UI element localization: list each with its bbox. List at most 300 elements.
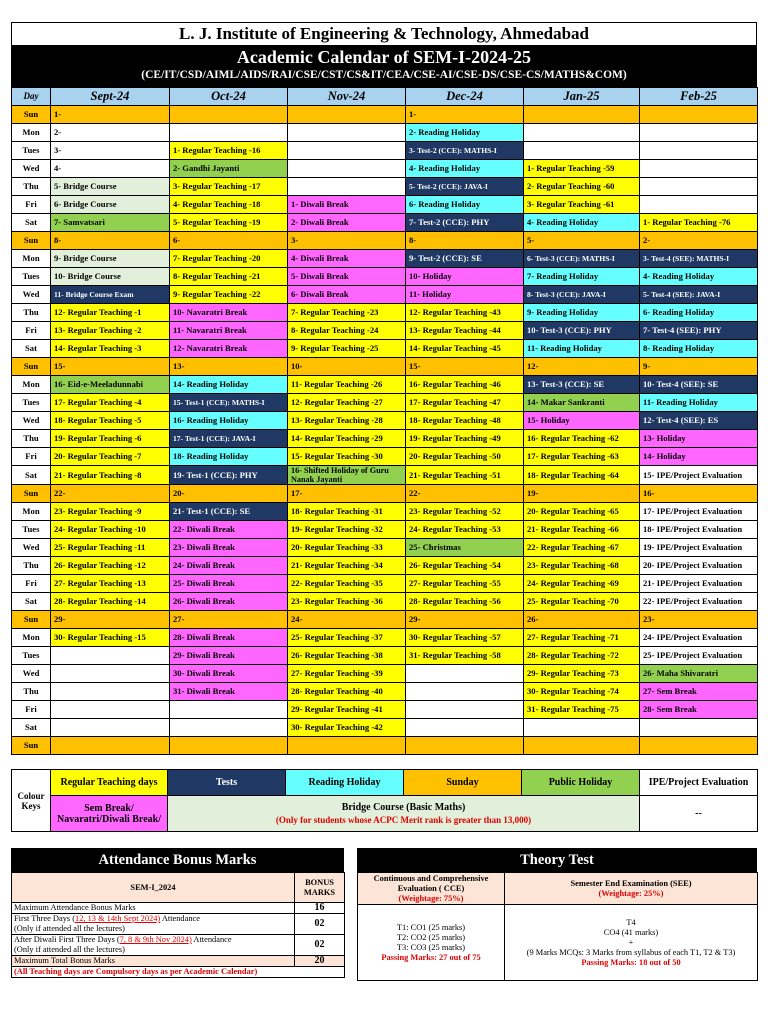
calendar-cell xyxy=(406,665,524,683)
calendar-cell: 23- Regular Teaching -52 xyxy=(406,503,524,521)
calendar-cell: 28- Regular Teaching -56 xyxy=(406,593,524,611)
calendar-cell: 18- Regular Teaching -48 xyxy=(406,412,524,430)
calendar-cell: 9- xyxy=(640,358,758,376)
calendar-cell xyxy=(524,106,640,124)
cce-header xyxy=(358,873,505,905)
calendar-cell xyxy=(406,701,524,719)
weekday-cell: Sat xyxy=(12,719,51,737)
calendar-cell: 1- Regular Teaching -59 xyxy=(524,160,640,178)
weekday-cell: Fri xyxy=(12,322,51,340)
calendar-cell: 20- Regular Teaching -33 xyxy=(288,539,406,557)
calendar-cell xyxy=(406,719,524,737)
key-ipe: IPE/Project Evaluation xyxy=(640,770,758,796)
calendar-cell xyxy=(170,106,288,124)
calendar-cell: 18- Regular Teaching -31 xyxy=(288,503,406,521)
cce-title: Continuous and Comprehensive Evaluation ( CCE) xyxy=(373,873,489,893)
calendar-cell: 18- Reading Holiday xyxy=(170,448,288,466)
calendar-cell: 21- Test-1 (CCE): SE xyxy=(170,503,288,521)
calendar-cell: 16- Shifted Holiday of Guru Nanak Jayanti xyxy=(288,466,406,485)
theory-test-section xyxy=(357,848,757,981)
calendar-row xyxy=(12,358,758,376)
day-header: Day xyxy=(12,88,51,106)
see-details xyxy=(505,905,758,981)
calendar-cell: 20- Regular Teaching -65 xyxy=(524,503,640,521)
weekday-cell: Mon xyxy=(12,250,51,268)
calendar-cell xyxy=(640,142,758,160)
calendar-cell: 25- Christmas xyxy=(406,539,524,557)
calendar-row xyxy=(12,521,758,539)
calendar-cell: 17- IPE/Project Evaluation xyxy=(640,503,758,521)
calendar-cell: 28- Regular Teaching -72 xyxy=(524,647,640,665)
weekday-cell: Tues xyxy=(12,394,51,412)
calendar-cell xyxy=(51,719,170,737)
weekday-cell: Sat xyxy=(12,593,51,611)
weekday-cell: Sun xyxy=(12,485,51,503)
calendar-row xyxy=(12,430,758,448)
cce-details xyxy=(358,905,505,981)
calendar-cell: 30- Regular Teaching -15 xyxy=(51,629,170,647)
calendar-cell: 31- Diwali Break xyxy=(170,683,288,701)
calendar-cell: 22- IPE/Project Evaluation xyxy=(640,593,758,611)
calendar-cell: 13- Regular Teaching -44 xyxy=(406,322,524,340)
weekday-cell: Wed xyxy=(12,539,51,557)
calendar-cell: 8- xyxy=(51,232,170,250)
calendar-row xyxy=(12,160,758,178)
weekday-cell: Sat xyxy=(12,214,51,232)
weekday-cell: Tues xyxy=(12,647,51,665)
weekday-cell: Mon xyxy=(12,376,51,394)
see-t4: T4 xyxy=(626,917,636,927)
attendance-row-max-label: Maximum Attendance Bonus Marks xyxy=(12,903,295,914)
calendar-cell: 8- Regular Teaching -21 xyxy=(170,268,288,286)
calendar-cell xyxy=(288,142,406,160)
calendar-cell xyxy=(51,647,170,665)
colour-keys xyxy=(11,769,757,832)
calendar-cell: 8- Reading Holiday xyxy=(640,340,758,358)
calendar-row xyxy=(12,647,758,665)
calendar-cell xyxy=(640,124,758,142)
see-weightage: (Weightage: 25%) xyxy=(598,888,664,898)
calendar-cell: 7- Regular Teaching -23 xyxy=(288,304,406,322)
calendar-row xyxy=(12,250,758,268)
calendar-cell: 19- Regular Teaching -32 xyxy=(288,521,406,539)
calendar-cell xyxy=(51,701,170,719)
branch-list: (CE/IT/CSD/AIML/AIDS/RAI/CSE/CST/CS&IT/CEA/CSE-AI/CSE-DS/CSE-CS/MATHS&COM) xyxy=(141,69,627,81)
calendar-cell: 28- Regular Teaching -14 xyxy=(51,593,170,611)
calendar-cell: 13- xyxy=(170,358,288,376)
calendar-cell: 4- Reading Holiday xyxy=(406,160,524,178)
weekday-cell: Mon xyxy=(12,124,51,142)
key-sunday: Sunday xyxy=(404,770,522,796)
attendance-row-after-value: 02 xyxy=(295,935,345,956)
weekday-cell: Wed xyxy=(12,412,51,430)
calendar-cell: 11- Bridge Course Exam xyxy=(51,286,170,304)
calendar-cell: 2- xyxy=(640,232,758,250)
calendar-cell xyxy=(640,196,758,214)
calendar-cell: 12- Regular Teaching -27 xyxy=(288,394,406,412)
cce-t1: T1: CO1 (25 marks) xyxy=(396,922,466,932)
calendar-cell: 26- Diwali Break xyxy=(170,593,288,611)
calendar-cell xyxy=(170,737,288,755)
calendar-row xyxy=(12,611,758,629)
calendar-cell: 29- xyxy=(51,611,170,629)
calendar-cell: 17- Regular Teaching -47 xyxy=(406,394,524,412)
calendar-cell: 13- Test-3 (CCE): SE xyxy=(524,376,640,394)
calendar-cell: 8- Test-3 (CCE): JAVA-I xyxy=(524,286,640,304)
calendar-cell: 20- Regular Teaching -7 xyxy=(51,448,170,466)
calendar-cell: 22- Regular Teaching -67 xyxy=(524,539,640,557)
theory-table xyxy=(357,872,758,981)
calendar-row xyxy=(12,629,758,647)
calendar-cell xyxy=(524,737,640,755)
calendar-cell: 19- xyxy=(524,485,640,503)
calendar-cell: 19- Test-1 (CCE): PHY xyxy=(170,466,288,485)
weekday-cell: Sun xyxy=(12,358,51,376)
calendar-cell: 12- Regular Teaching -1 xyxy=(51,304,170,322)
calendar-cell: 28- Sem Break xyxy=(640,701,758,719)
calendar-cell: 24- IPE/Project Evaluation xyxy=(640,629,758,647)
calendar-cell xyxy=(170,701,288,719)
calendar-cell: 17- xyxy=(288,485,406,503)
calendar-cell: 12- Regular Teaching -43 xyxy=(406,304,524,322)
month-header: Feb-25 xyxy=(640,88,758,106)
calendar-cell: 26- xyxy=(524,611,640,629)
calendar-cell: 7- Test-4 (SEE): PHY xyxy=(640,322,758,340)
calendar-cell xyxy=(288,178,406,196)
calendar-cell: 21- IPE/Project Evaluation xyxy=(640,575,758,593)
calendar-cell: 9- Test-2 (CCE): SE xyxy=(406,250,524,268)
calendar-cell: 11- Reading Holiday xyxy=(524,340,640,358)
calendar-cell: 23- Regular Teaching -36 xyxy=(288,593,406,611)
calendar-table xyxy=(11,87,758,755)
weekday-cell: Wed xyxy=(12,286,51,304)
calendar-header-row xyxy=(12,88,758,106)
calendar-cell xyxy=(524,142,640,160)
calendar-cell: 20- xyxy=(170,485,288,503)
calendar-cell xyxy=(640,178,758,196)
calendar-cell xyxy=(640,160,758,178)
calendar-cell xyxy=(406,737,524,755)
calendar-cell xyxy=(406,683,524,701)
calendar-cell: 19- Regular Teaching -6 xyxy=(51,430,170,448)
cce-t2: T2: CO2 (25 marks) xyxy=(396,932,466,942)
calendar-cell: 12- Navaratri Break xyxy=(170,340,288,358)
calendar-cell: 10- Bridge Course xyxy=(51,268,170,286)
calendar-cell: 17- Test-1 (CCE): JAVA-I xyxy=(170,430,288,448)
calendar-cell: 16- Regular Teaching -46 xyxy=(406,376,524,394)
month-header: Dec-24 xyxy=(406,88,524,106)
month-header: Jan-25 xyxy=(524,88,640,106)
calendar-cell: 16- Reading Holiday xyxy=(170,412,288,430)
calendar-cell: 5- Test-2 (CCE): JAVA-I xyxy=(406,178,524,196)
calendar-row xyxy=(12,539,758,557)
calendar-cell: 2- xyxy=(51,124,170,142)
attendance-row-first-value: 02 xyxy=(295,914,345,935)
calendar-cell: 3- xyxy=(288,232,406,250)
calendar-cell: 27- Sem Break xyxy=(640,683,758,701)
calendar-cell: 5- xyxy=(524,232,640,250)
calendar-cell: 29- Diwali Break xyxy=(170,647,288,665)
calendar-row xyxy=(12,286,758,304)
institute-title: L. J. Institute of Engineering & Technology, Ahmedabad xyxy=(11,22,757,46)
calendar-cell: 22- Diwali Break xyxy=(170,521,288,539)
calendar-cell: 15- xyxy=(51,358,170,376)
calendar-cell: 17- Regular Teaching -4 xyxy=(51,394,170,412)
calendar-cell xyxy=(288,160,406,178)
after-diwali-dates: 7, 8 & 9th Nov 2024) xyxy=(119,935,192,944)
calendar-cell: 12- Test-4 (SEE): ES xyxy=(640,412,758,430)
calendar-cell: 11- Navaratri Break xyxy=(170,322,288,340)
calendar-cell: 10- Test-4 (SEE): SE xyxy=(640,376,758,394)
calendar-cell: 13- Regular Teaching -2 xyxy=(51,322,170,340)
weekday-cell: Sat xyxy=(12,340,51,358)
calendar-cell: 10- Test-3 (CCE): PHY xyxy=(524,322,640,340)
calendar-row xyxy=(12,268,758,286)
calendar-cell: 14- Regular Teaching -29 xyxy=(288,430,406,448)
calendar-cell: 6- Reading Holiday xyxy=(640,304,758,322)
calendar-cell: 7- Test-2 (CCE): PHY xyxy=(406,214,524,232)
calendar-cell: 24- Diwali Break xyxy=(170,557,288,575)
calendar-cell: 16- Regular Teaching -62 xyxy=(524,430,640,448)
calendar-cell: 30- Diwali Break xyxy=(170,665,288,683)
calendar-cell: 3- Regular Teaching -17 xyxy=(170,178,288,196)
calendar-cell: 15- Holiday xyxy=(524,412,640,430)
calendar-cell xyxy=(170,719,288,737)
see-co4: CO4 (41 marks) xyxy=(603,927,659,937)
calendar-cell: 29- Regular Teaching -73 xyxy=(524,665,640,683)
calendar-cell: 17- Regular Teaching -63 xyxy=(524,448,640,466)
calendar-cell: 9- Regular Teaching -25 xyxy=(288,340,406,358)
calendar-row xyxy=(12,340,758,358)
calendar-cell: 14- Reading Holiday xyxy=(170,376,288,394)
calendar-cell: 23- xyxy=(640,611,758,629)
attendance-bonus-section xyxy=(11,848,344,978)
calendar-row xyxy=(12,503,758,521)
calendar-row xyxy=(12,557,758,575)
calendar-cell: 27- Regular Teaching -55 xyxy=(406,575,524,593)
calendar-cell: 22- Regular Teaching -35 xyxy=(288,575,406,593)
calendar-cell: 27- xyxy=(170,611,288,629)
see-mcq: (9 Marks MCQs: 3 Marks from syllabus of each T1, T2 & T3) xyxy=(526,947,736,957)
attendance-row-total-label: Maximum Total Bonus Marks xyxy=(12,956,295,967)
calendar-cell: 2- Reading Holiday xyxy=(406,124,524,142)
calendar-cell: 24- Regular Teaching -10 xyxy=(51,521,170,539)
calendar-cell: 15- IPE/Project Evaluation xyxy=(640,466,758,485)
calendar-cell: 3- Test-2 (CCE): MATHS-I xyxy=(406,142,524,160)
calendar-cell: 8- xyxy=(406,232,524,250)
calendar-cell: 14- Regular Teaching -45 xyxy=(406,340,524,358)
calendar-cell: 14- Makar Sankranti xyxy=(524,394,640,412)
after-diwali-suffix: Attendance xyxy=(191,935,232,944)
key-reading-holiday: Reading Holiday xyxy=(286,770,404,796)
calendar-cell: 10- Navaratri Break xyxy=(170,304,288,322)
first-days-dates: 12, 13 & 14th Sept 2024) xyxy=(75,914,161,923)
calendar-cell: 12- xyxy=(524,358,640,376)
calendar-cell: 4- xyxy=(51,160,170,178)
weekday-cell: Tues xyxy=(12,268,51,286)
calendar-cell: 6- Diwali Break xyxy=(288,286,406,304)
calendar-cell: 9- Reading Holiday xyxy=(524,304,640,322)
weekday-cell: Tues xyxy=(12,521,51,539)
calendar-cell: 1- xyxy=(406,106,524,124)
calendar-cell: 10- Holiday xyxy=(406,268,524,286)
calendar-cell: 16- Eid-e-Meeladunnabi xyxy=(51,376,170,394)
calendar-cell: 21- Regular Teaching -51 xyxy=(406,466,524,485)
month-header: Nov-24 xyxy=(288,88,406,106)
calendar-cell: 13- Regular Teaching -28 xyxy=(288,412,406,430)
calendar-row xyxy=(12,376,758,394)
calendar-cell: 20- IPE/Project Evaluation xyxy=(640,557,758,575)
calendar-cell: 22- xyxy=(406,485,524,503)
calendar-cell xyxy=(640,719,758,737)
calendar-row xyxy=(12,178,758,196)
calendar-cell: 30- Regular Teaching -57 xyxy=(406,629,524,647)
calendar-row xyxy=(12,683,758,701)
calendar-cell: 4- Regular Teaching -18 xyxy=(170,196,288,214)
first-days-suffix: Attendance xyxy=(160,914,200,923)
weekday-cell: Thu xyxy=(12,178,51,196)
calendar-row xyxy=(12,142,758,160)
calendar-wrapper xyxy=(11,22,757,755)
calendar-cell xyxy=(524,719,640,737)
attendance-col-bonus: BONUS MARKS xyxy=(295,873,345,903)
weekday-cell: Fri xyxy=(12,575,51,593)
calendar-cell: 6- xyxy=(170,232,288,250)
calendar-cell: 8- Regular Teaching -24 xyxy=(288,322,406,340)
weekday-cell: Thu xyxy=(12,557,51,575)
colour-keys-label: Colour Keys xyxy=(12,770,51,832)
key-public-holiday: Public Holiday xyxy=(522,770,640,796)
calendar-cell: 31- Regular Teaching -75 xyxy=(524,701,640,719)
calendar-cell: 18- IPE/Project Evaluation xyxy=(640,521,758,539)
calendar-cell: 26- Regular Teaching -38 xyxy=(288,647,406,665)
calendar-cell: 26- Regular Teaching -54 xyxy=(406,557,524,575)
calendar-row xyxy=(12,232,758,250)
calendar-cell: 25- IPE/Project Evaluation xyxy=(640,647,758,665)
calendar-cell: 29- xyxy=(406,611,524,629)
calendar-cell xyxy=(288,106,406,124)
weekday-cell: Mon xyxy=(12,629,51,647)
calendar-cell: 23- Diwali Break xyxy=(170,539,288,557)
calendar-cell: 15- Regular Teaching -30 xyxy=(288,448,406,466)
calendar-cell: 28- Regular Teaching -40 xyxy=(288,683,406,701)
weekday-cell: Sun xyxy=(12,232,51,250)
calendar-cell: 25- Regular Teaching -37 xyxy=(288,629,406,647)
attendance-row-first-days xyxy=(12,914,295,935)
calendar-cell: 7- Samvatsari xyxy=(51,214,170,232)
calendar-cell: 1- Diwali Break xyxy=(288,196,406,214)
attendance-row-after-diwali xyxy=(12,935,295,956)
calendar-cell: 27- Regular Teaching -13 xyxy=(51,575,170,593)
calendar-cell: 6- Bridge Course xyxy=(51,196,170,214)
calendar-cell: 4- Reading Holiday xyxy=(640,268,758,286)
calendar-cell: 3- Regular Teaching -61 xyxy=(524,196,640,214)
calendar-cell xyxy=(524,124,640,142)
weekday-cell: Wed xyxy=(12,160,51,178)
calendar-cell: 9- Bridge Course xyxy=(51,250,170,268)
calendar-cell: 27- Regular Teaching -71 xyxy=(524,629,640,647)
attendance-row-total-value: 20 xyxy=(295,956,345,967)
calendar-title-bar xyxy=(11,46,757,87)
weekday-cell: Fri xyxy=(12,701,51,719)
calendar-cell: 24- Regular Teaching -69 xyxy=(524,575,640,593)
calendar-cell: 15- Test-1 (CCE): MATHS-I xyxy=(170,394,288,412)
calendar-cell: 11- Holiday xyxy=(406,286,524,304)
calendar-cell xyxy=(170,124,288,142)
calendar-cell: 7- Reading Holiday xyxy=(524,268,640,286)
calendar-row xyxy=(12,214,758,232)
calendar-cell: 2- Regular Teaching -60 xyxy=(524,178,640,196)
calendar-cell: 14- Regular Teaching -3 xyxy=(51,340,170,358)
calendar-cell xyxy=(288,737,406,755)
weekday-cell: Fri xyxy=(12,448,51,466)
calendar-cell xyxy=(288,124,406,142)
weekday-cell: Fri xyxy=(12,196,51,214)
cce-t3: T3: CO3 (25 marks) xyxy=(396,942,466,952)
calendar-row xyxy=(12,448,758,466)
calendar-cell: 5- Diwali Break xyxy=(288,268,406,286)
calendar-cell: 21- Regular Teaching -34 xyxy=(288,557,406,575)
calendar-cell: 23- Regular Teaching -9 xyxy=(51,503,170,521)
weekday-cell: Wed xyxy=(12,665,51,683)
weekday-cell: Thu xyxy=(12,304,51,322)
calendar-cell: 1- Regular Teaching -76 xyxy=(640,214,758,232)
first-days-text: First Three Days ( xyxy=(14,914,76,923)
calendar-cell xyxy=(51,737,170,755)
calendar-cell: 25- Regular Teaching -11 xyxy=(51,539,170,557)
calendar-row xyxy=(12,466,758,485)
key-bridge-course xyxy=(168,796,640,832)
calendar-cell: 25- Regular Teaching -70 xyxy=(524,593,640,611)
calendar-cell: 22- xyxy=(51,485,170,503)
calendar-cell: 21- Regular Teaching -8 xyxy=(51,466,170,485)
calendar-cell: 9- Regular Teaching -22 xyxy=(170,286,288,304)
calendar-cell: 13- Holiday xyxy=(640,430,758,448)
weekday-cell: Thu xyxy=(12,430,51,448)
see-header xyxy=(505,873,758,905)
bridge-course-note: (Only for students whose ACPC Merit rank is greater than 13,000) xyxy=(275,814,532,825)
calendar-cell: 4- Diwali Break xyxy=(288,250,406,268)
bridge-course-label: Bridge Course (Basic Maths) xyxy=(341,801,466,813)
key-regular-teaching: Regular Teaching days xyxy=(51,770,168,796)
calendar-cell: 1- Regular Teaching -16 xyxy=(170,142,288,160)
calendar-cell: 26- Maha Shivaratri xyxy=(640,665,758,683)
calendar-cell: 11- Reading Holiday xyxy=(640,394,758,412)
calendar-cell: 4- Reading Holiday xyxy=(524,214,640,232)
calendar-cell: 5- Bridge Course xyxy=(51,178,170,196)
calendar-row xyxy=(12,394,758,412)
calendar-cell: 14- Holiday xyxy=(640,448,758,466)
calendar-cell: 3- Test-4 (SEE): MATHS-I xyxy=(640,250,758,268)
calendar-row xyxy=(12,593,758,611)
weekday-cell: Sun xyxy=(12,737,51,755)
calendar-row xyxy=(12,106,758,124)
attendance-note: (All Teaching days are Compulsory days as per Academic Calendar) xyxy=(12,967,345,978)
calendar-cell: 2- Diwali Break xyxy=(288,214,406,232)
weekday-cell: Sun xyxy=(12,106,51,124)
calendar-cell: 6- Reading Holiday xyxy=(406,196,524,214)
calendar-cell: 6- Test-3 (CCE): MATHS-I xyxy=(524,250,640,268)
weekday-cell: Thu xyxy=(12,683,51,701)
calendar-row xyxy=(12,485,758,503)
calendar-cell: 5- Regular Teaching -19 xyxy=(170,214,288,232)
calendar-cell: 29- Regular Teaching -41 xyxy=(288,701,406,719)
calendar-cell: 24- xyxy=(288,611,406,629)
calendar-cell: 20- Regular Teaching -50 xyxy=(406,448,524,466)
weekday-cell: Sat xyxy=(12,466,51,485)
calendar-cell: 27- Regular Teaching -39 xyxy=(288,665,406,683)
after-diwali-condition: (Only if attended all the lectures) xyxy=(14,945,125,954)
